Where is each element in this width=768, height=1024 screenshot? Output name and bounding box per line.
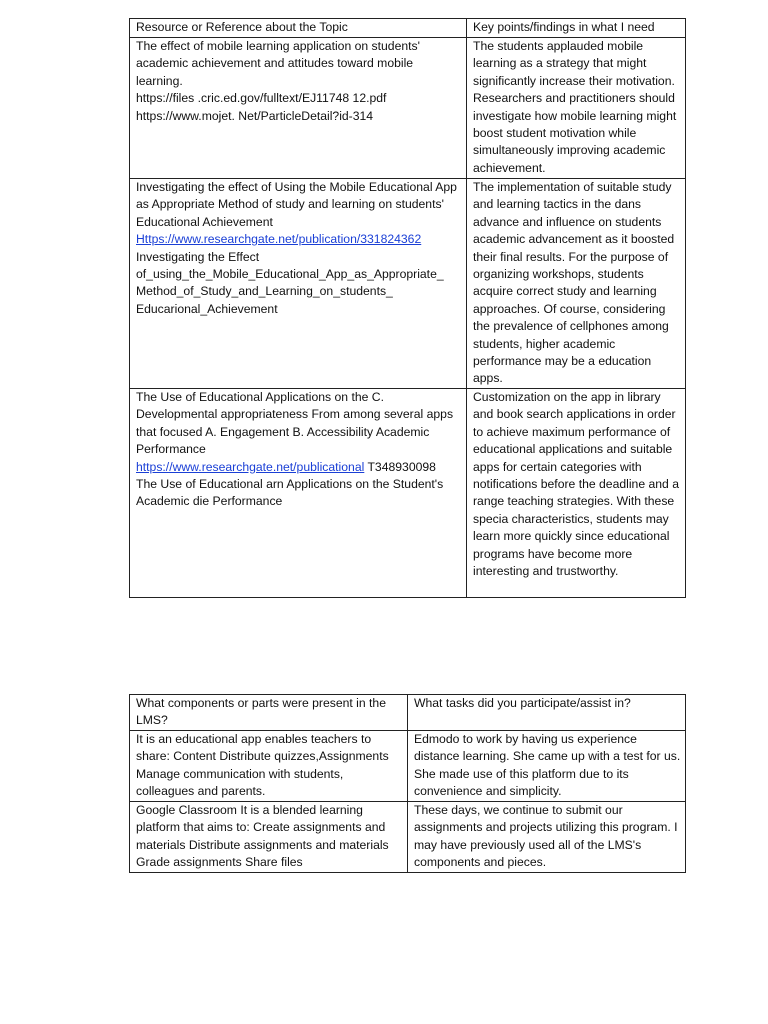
- table-row: [130, 802, 686, 873]
- column-header-label: What components or parts were present in the LMS?: [136, 696, 386, 728]
- column-header-label: Key points/findings in what I need: [473, 20, 655, 34]
- lms-table: [129, 694, 686, 873]
- table-header-row: [130, 695, 686, 731]
- findings-text: The students applauded mobile learning as a strategy that might significantly increase their motivation. Researchers and practitioners should investigate how mobile learning might boost student motivation while simultaneously improving academic achievement.: [473, 39, 677, 175]
- resource-cell: [130, 38, 467, 179]
- column-header-resource: [130, 19, 467, 38]
- resource-link[interactable]: https://www.researchgate.net/publicational: [136, 459, 365, 474]
- components-cell: [130, 731, 408, 802]
- components-cell: [130, 802, 408, 873]
- tasks-cell: [408, 731, 686, 802]
- findings-text: The implementation of suitable study and learning tactics in the dans advance and influence on students academic advancement as it boosted their final results. For the purpose of organizing workshops, students acquire correct study and learning approaches. Of course, considering the prevalence of cellphones among students, higher academic performance may be a education apps.: [473, 180, 675, 386]
- column-header-findings: [467, 19, 686, 38]
- column-header-components: [130, 695, 408, 731]
- resource-url: https://www.mojet. Net/ParticleDetail?id-314: [136, 108, 374, 123]
- resource-link-suffix: T348930098: [364, 459, 436, 474]
- resource-text: Method_of_Study_and_Learning_on_students_: [136, 284, 393, 299]
- resource-cell: [130, 179, 467, 389]
- reference-table: [129, 18, 686, 598]
- components-text: It is an educational app enables teachers to share: Content Distribute quizzes,Assignments Manage communication with students, colleagues and parents.: [136, 732, 389, 799]
- findings-cell: [467, 38, 686, 179]
- tasks-text: Edmodo to work by having us experience distance learning. She came up with a test for us. She made use of this platform due to its convenience and simplicity.: [414, 732, 681, 799]
- table-header-row: [130, 19, 686, 38]
- table-row: [130, 179, 686, 389]
- findings-cell: [467, 389, 686, 598]
- column-header-tasks: [408, 695, 686, 731]
- resource-title: The effect of mobile learning application on students' academic achievement and attitudes toward mobile learning.: [136, 39, 420, 88]
- resource-cell: [130, 389, 467, 598]
- components-text: Google Classroom It is a blended learning platform that aims to: Create assignments and materials Distribute assignments and materials Grade assignments Share files: [136, 803, 389, 870]
- resource-url: https://files .cric.ed.gov/fulltext/EJ11748 12.pdf: [136, 91, 387, 106]
- findings-cell: [467, 179, 686, 389]
- findings-text: Customization on the app in library and book search applications in order to achieve maximum performance of educational applications and suitable apps for certain categories with notifications before the deadline and a range teaching strategies. With these specia characteristics, students may learn more quickly since educational programs have become more interesting and trustworthy.: [473, 390, 679, 579]
- table-row: [130, 38, 686, 179]
- resource-text: The Use of Educational arn Applications on the Student's Academic die Performance: [136, 477, 444, 509]
- table-row: [130, 731, 686, 802]
- resource-title: The Use of Educational Applications on the C. Developmental appropriateness From among several apps that focused A. Engagement B. Accessibility Academic Performance: [136, 390, 454, 457]
- resource-text: of_using_the_Mobile_Educational_App_as_Appropriate_: [136, 267, 444, 282]
- resource-title: Investigating the effect of Using the Mobile Educational App as Appropriate Method of study and learning on students' Educational Achievement: [136, 180, 457, 229]
- resource-text: Investigating the Effect: [136, 249, 260, 264]
- column-header-label: Resource or Reference about the Topic: [136, 20, 348, 34]
- table-row: [130, 389, 686, 598]
- resource-text: Educarional_Achievement: [136, 301, 278, 316]
- column-header-label: What tasks did you participate/assist in?: [414, 696, 631, 710]
- resource-link[interactable]: Https://www.researchgate.net/publication/331824362: [136, 232, 422, 247]
- tasks-text: These days, we continue to submit our assignments and projects utilizing this program. I may have previously used all of the LMS's components and pieces.: [414, 803, 678, 870]
- tasks-cell: [408, 802, 686, 873]
